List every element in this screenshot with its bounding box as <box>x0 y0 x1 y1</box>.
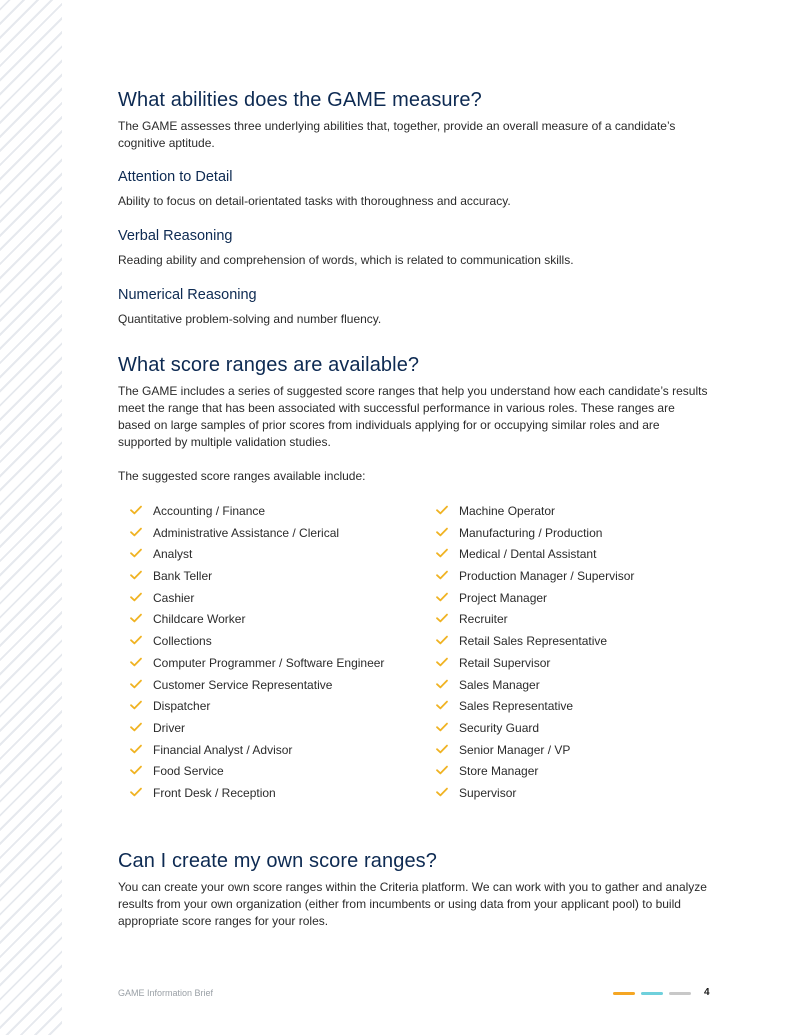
score-range-label: Security Guard <box>459 720 540 735</box>
abilities-intro: The GAME assesses three underlying abilities that, together, provide an overall measure of a candidate’s cognitive aptitude. <box>118 119 676 150</box>
check-icon <box>129 568 143 582</box>
score-range-label: Customer Service Representative <box>153 677 333 692</box>
score-range-item <box>118 546 408 562</box>
score-range-item <box>118 611 408 627</box>
check-icon <box>435 503 449 517</box>
score-range-item <box>424 611 714 627</box>
score-range-item <box>424 568 714 584</box>
check-icon <box>129 763 143 777</box>
check-icon <box>435 633 449 647</box>
score-range-label: Supervisor <box>459 785 517 800</box>
ability-title-verbal: Verbal Reasoning <box>118 228 233 244</box>
score-range-label: Retail Supervisor <box>459 655 551 670</box>
section-title-custom-ranges: Can I create my own score ranges? <box>118 850 438 872</box>
check-icon <box>129 720 143 734</box>
score-range-label: Store Manager <box>459 764 539 779</box>
score-range-label: Manufacturing / Production <box>459 525 603 540</box>
score-range-label: Sales Representative <box>459 699 574 714</box>
score-range-item <box>118 590 408 606</box>
check-icon <box>435 742 449 756</box>
section-title-abilities: What abilities does the GAME measure? <box>118 89 482 111</box>
footer-bar-teal <box>641 992 663 995</box>
score-range-item <box>424 503 714 519</box>
score-range-label: Project Manager <box>459 590 548 605</box>
score-range-label: Front Desk / Reception <box>153 785 276 800</box>
score-range-item <box>118 568 408 584</box>
score-range-item <box>118 698 408 714</box>
score-range-label: Machine Operator <box>459 504 556 518</box>
score-range-item <box>424 698 714 714</box>
check-icon <box>435 763 449 777</box>
score-range-item <box>424 655 714 671</box>
check-icon <box>435 590 449 604</box>
score-range-item <box>424 590 714 606</box>
score-range-item <box>424 546 714 562</box>
check-icon <box>435 525 449 539</box>
check-icon <box>129 698 143 712</box>
check-icon <box>435 611 449 625</box>
score-range-item <box>424 742 714 758</box>
score-range-label: Sales Manager <box>459 677 540 692</box>
ability-desc-attention: Ability to focus on detail-orientated tasks with thoroughness and accuracy. <box>118 194 511 208</box>
check-icon <box>435 568 449 582</box>
score-range-item <box>118 720 408 736</box>
score-ranges-intro: The GAME includes a series of suggested score ranges that help you understand how each candidate’s results meet the range that has been associated with successful performance in various roles. These ranges are based on large samples of prior scores from individuals applying for or occupying similar roles and are supported by multiple validation studies. <box>118 384 708 449</box>
score-range-item <box>118 525 408 541</box>
ability-desc-numerical: Quantitative problem-solving and number fluency. <box>118 312 382 326</box>
check-icon <box>435 698 449 712</box>
check-icon <box>435 785 449 799</box>
score-range-label: Computer Programmer / Software Engineer <box>153 655 385 670</box>
score-range-item <box>424 785 714 801</box>
check-icon <box>129 503 143 517</box>
score-range-item <box>424 525 714 541</box>
footer-bar-gray <box>669 992 691 995</box>
score-range-item <box>424 720 714 736</box>
score-range-label: Dispatcher <box>153 699 211 714</box>
score-range-item <box>118 763 408 779</box>
check-icon <box>129 546 143 560</box>
score-range-label: Recruiter <box>459 612 508 627</box>
custom-ranges-body: You can create your own score ranges within the Criteria platform. We can work with you to gather and analyze results from your own organization (either from incumbents or using data from your applicant pool) to build appropriate score ranges for your roles. <box>118 880 707 928</box>
score-range-item <box>118 742 408 758</box>
score-range-label: Cashier <box>153 590 195 605</box>
score-range-list-left <box>118 503 408 807</box>
check-icon <box>129 525 143 539</box>
score-range-label: Retail Sales Representative <box>459 634 608 649</box>
page-number: 4 <box>704 987 710 998</box>
score-range-label: Accounting / Finance <box>153 504 266 518</box>
footer-bar-orange <box>613 992 635 995</box>
score-range-list-right <box>424 503 714 807</box>
score-ranges-list-intro: The suggested score ranges available include: <box>118 469 366 483</box>
score-range-item <box>118 677 408 693</box>
check-icon <box>435 677 449 691</box>
score-range-item <box>118 655 408 671</box>
check-icon <box>129 655 143 669</box>
score-range-item <box>118 633 408 649</box>
footer-doc-title: GAME Information Brief <box>118 988 214 998</box>
score-range-item <box>118 785 408 801</box>
score-range-item <box>118 503 408 519</box>
check-icon <box>129 590 143 604</box>
check-icon <box>435 546 449 560</box>
score-range-label: Childcare Worker <box>153 612 246 627</box>
score-range-label: Financial Analyst / Advisor <box>153 742 293 757</box>
score-range-item <box>424 633 714 649</box>
check-icon <box>129 611 143 625</box>
score-range-item <box>424 677 714 693</box>
check-icon <box>129 785 143 799</box>
check-icon <box>129 742 143 756</box>
check-icon <box>435 655 449 669</box>
score-range-label: Analyst <box>153 547 193 562</box>
score-range-label: Medical / Dental Assistant <box>459 547 597 562</box>
check-icon <box>129 633 143 647</box>
score-range-label: Bank Teller <box>153 569 213 584</box>
score-range-item <box>424 763 714 779</box>
decorative-stripes <box>0 0 62 1035</box>
score-range-label: Production Manager / Supervisor <box>459 569 635 584</box>
section-title-score-ranges: What score ranges are available? <box>118 354 420 376</box>
ability-desc-verbal: Reading ability and comprehension of words, which is related to communication skills. <box>118 253 574 267</box>
score-range-label: Food Service <box>153 764 224 779</box>
ability-title-numerical: Numerical Reasoning <box>118 287 257 303</box>
ability-title-attention: Attention to Detail <box>118 169 233 185</box>
score-range-label: Administrative Assistance / Clerical <box>153 525 340 540</box>
check-icon <box>435 720 449 734</box>
score-range-label: Driver <box>153 720 185 735</box>
score-range-label: Collections <box>153 634 212 649</box>
score-range-label: Senior Manager / VP <box>459 742 571 757</box>
check-icon <box>129 677 143 691</box>
